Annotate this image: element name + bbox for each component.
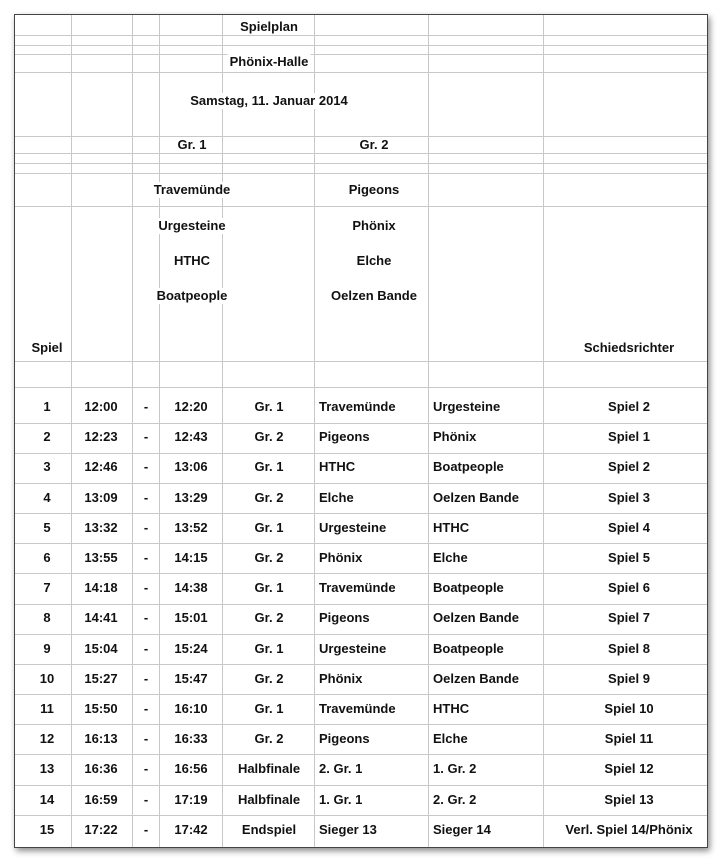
cell-team1: Elche [319, 490, 354, 505]
grid-hline [15, 664, 707, 665]
cell-end-time: 16:33 [174, 731, 208, 746]
cell-end-time: 16:10 [174, 701, 208, 716]
cell-start-time: 17:22 [84, 822, 118, 837]
grid-vline [71, 15, 72, 847]
cell-referee: Spiel 3 [608, 490, 650, 505]
cell-group: Gr. 2 [254, 490, 284, 505]
cell-referee: Spiel 1 [608, 429, 650, 444]
group2-team: Oelzen Bande [331, 288, 417, 303]
cell-dash: - [143, 490, 149, 505]
cell-referee: Verl. Spiel 14/Phönix [565, 822, 693, 837]
cell-team2: HTHC [433, 701, 470, 716]
cell-referee: Spiel 2 [608, 459, 650, 474]
cell-start-time: 15:27 [84, 671, 118, 686]
group1-team: Travemünde [153, 182, 231, 197]
cell-team2: Oelzen Bande [433, 671, 519, 686]
grid-hline [15, 173, 707, 174]
group1-team: HTHC [173, 253, 211, 268]
grid-hline [15, 724, 707, 725]
cell-group: Halbfinale [237, 761, 301, 776]
spreadsheet-sheet [14, 14, 708, 848]
cell-referee: Spiel 9 [608, 671, 650, 686]
cell-game: 7 [43, 580, 51, 595]
cell-dash: - [143, 580, 149, 595]
grid-vline [314, 15, 315, 847]
cell-game: 14 [39, 792, 55, 807]
grid-hline [15, 785, 707, 786]
cell-group: Gr. 1 [254, 459, 284, 474]
group2-team: Elche [356, 253, 392, 268]
cell-end-time: 13:52 [174, 520, 208, 535]
grid-hline [15, 35, 707, 36]
cell-dash: - [143, 671, 149, 686]
grid-hline [15, 604, 707, 605]
column-header-game: Spiel [31, 340, 63, 355]
cell-start-time: 15:50 [84, 701, 118, 716]
cell-dash: - [143, 792, 149, 807]
cell-start-time: 13:09 [84, 490, 118, 505]
cell-game: 2 [43, 429, 51, 444]
cell-start-time: 13:32 [84, 520, 118, 535]
cell-start-time: 12:23 [84, 429, 118, 444]
grid-vline [159, 15, 160, 847]
cell-team2: Boatpeople [433, 641, 504, 656]
cell-dash: - [143, 550, 149, 565]
cell-dash: - [143, 399, 149, 414]
grid-vline [132, 15, 133, 847]
group1-team: Urgesteine [158, 218, 226, 233]
cell-referee: Spiel 8 [608, 641, 650, 656]
grid-hline [15, 453, 707, 454]
group1-team: Boatpeople [156, 288, 228, 303]
cell-end-time: 15:47 [174, 671, 208, 686]
cell-group: Gr. 1 [254, 701, 284, 716]
cell-team1: 2. Gr. 1 [319, 761, 363, 776]
cell-dash: - [143, 731, 149, 746]
cell-team2: Boatpeople [433, 459, 504, 474]
cell-start-time: 16:59 [84, 792, 118, 807]
cell-game: 6 [43, 550, 51, 565]
cell-team2: Oelzen Bande [433, 610, 519, 625]
cell-team2: Sieger 14 [433, 822, 491, 837]
cell-group: Gr. 2 [254, 610, 284, 625]
page-title: Spielplan [240, 19, 298, 34]
grid-hline [15, 72, 707, 73]
grid-hline [15, 573, 707, 574]
grid-hline [15, 543, 707, 544]
grid-vline [222, 15, 223, 847]
grid-hline [15, 513, 707, 514]
cell-end-time: 17:42 [174, 822, 208, 837]
cell-referee: Spiel 12 [604, 761, 654, 776]
cell-referee: Spiel 4 [608, 520, 650, 535]
cell-team1: Pigeons [319, 610, 370, 625]
grid-hline [15, 153, 707, 154]
cell-team2: Boatpeople [433, 580, 504, 595]
date-label: Samstag, 11. Januar 2014 [190, 93, 348, 108]
cell-group: Gr. 2 [254, 550, 284, 565]
cell-referee: Spiel 7 [608, 610, 650, 625]
cell-game: 11 [40, 701, 54, 716]
cell-start-time: 13:55 [84, 550, 118, 565]
cell-game: 9 [43, 641, 51, 656]
cell-team1: 1. Gr. 1 [319, 792, 363, 807]
cell-team1: HTHC [319, 459, 356, 474]
venue-label: Phönix-Halle [229, 54, 309, 69]
cell-group: Gr. 1 [254, 399, 284, 414]
cell-game: 4 [43, 490, 51, 505]
cell-group: Halbfinale [237, 792, 301, 807]
cell-team1: Phönix [319, 550, 363, 565]
cell-team1: Travemünde [319, 580, 396, 595]
cell-group: Gr. 2 [254, 731, 284, 746]
column-header-referee: Schiedsrichter [583, 340, 675, 355]
cell-start-time: 14:18 [84, 580, 118, 595]
cell-team2: 2. Gr. 2 [433, 792, 477, 807]
grid-hline [15, 361, 707, 362]
cell-referee: Spiel 11 [604, 731, 654, 746]
cell-game: 1 [43, 399, 51, 414]
cell-game: 13 [39, 761, 55, 776]
cell-game: 12 [39, 731, 55, 746]
cell-team2: Elche [433, 550, 468, 565]
grid-hline [15, 483, 707, 484]
group2-team: Pigeons [348, 182, 400, 197]
cell-referee: Spiel 13 [604, 792, 654, 807]
cell-team1: Sieger 13 [319, 822, 377, 837]
cell-game: 15 [39, 822, 55, 837]
cell-group: Gr. 1 [254, 641, 284, 656]
cell-dash: - [143, 701, 149, 716]
grid-hline [15, 694, 707, 695]
group1-heading: Gr. 1 [177, 137, 207, 152]
cell-team2: Phönix [433, 429, 477, 444]
cell-game: 3 [43, 459, 51, 474]
cell-end-time: 17:19 [174, 792, 208, 807]
cell-team1: Phönix [319, 671, 363, 686]
grid-vline [543, 15, 544, 847]
cell-team1: Travemünde [319, 701, 396, 716]
cell-team1: Pigeons [319, 429, 370, 444]
cell-referee: Spiel 5 [608, 550, 650, 565]
grid-hline [15, 163, 707, 164]
cell-start-time: 12:00 [84, 399, 118, 414]
cell-end-time: 15:24 [174, 641, 208, 656]
cell-referee: Spiel 2 [608, 399, 650, 414]
cell-game: 10 [39, 671, 55, 686]
cell-end-time: 13:06 [174, 459, 208, 474]
cell-end-time: 16:56 [174, 761, 208, 776]
cell-team2: 1. Gr. 2 [433, 761, 477, 776]
cell-team2: HTHC [433, 520, 470, 535]
cell-start-time: 12:46 [84, 459, 118, 474]
cell-team1: Travemünde [319, 399, 396, 414]
cell-team1: Pigeons [319, 731, 370, 746]
grid-hline [15, 423, 707, 424]
cell-dash: - [143, 429, 149, 444]
cell-group: Endspiel [241, 822, 297, 837]
cell-end-time: 12:43 [174, 429, 208, 444]
cell-end-time: 12:20 [174, 399, 208, 414]
cell-team1: Urgesteine [319, 641, 387, 656]
cell-group: Gr. 2 [254, 671, 284, 686]
cell-dash: - [143, 610, 149, 625]
cell-team2: Elche [433, 731, 468, 746]
cell-start-time: 15:04 [84, 641, 118, 656]
grid-hline [15, 815, 707, 816]
grid-hline [15, 54, 707, 55]
group2-team: Phönix [352, 218, 396, 233]
grid-hline [15, 45, 707, 46]
cell-start-time: 16:13 [84, 731, 118, 746]
cell-referee: Spiel 6 [608, 580, 650, 595]
cell-end-time: 13:29 [174, 490, 208, 505]
cell-dash: - [143, 641, 149, 656]
cell-game: 8 [43, 610, 51, 625]
grid-hline [15, 754, 707, 755]
cell-dash: - [143, 459, 149, 474]
cell-dash: - [143, 822, 149, 837]
cell-referee: Spiel 10 [604, 701, 654, 716]
cell-team1: Urgesteine [319, 520, 387, 535]
cell-group: Gr. 1 [254, 580, 284, 595]
group2-heading: Gr. 2 [359, 137, 389, 152]
cell-dash: - [143, 761, 149, 776]
cell-group: Gr. 1 [254, 520, 284, 535]
cell-end-time: 14:38 [174, 580, 208, 595]
cell-start-time: 16:36 [84, 761, 118, 776]
cell-team2: Urgesteine [433, 399, 501, 414]
cell-dash: - [143, 520, 149, 535]
cell-end-time: 15:01 [174, 610, 208, 625]
cell-group: Gr. 2 [254, 429, 284, 444]
grid-vline [428, 15, 429, 847]
cell-start-time: 14:41 [84, 610, 118, 625]
cell-game: 5 [43, 520, 51, 535]
grid-hline [15, 634, 707, 635]
grid-hline [15, 387, 707, 388]
grid-hline [15, 206, 707, 207]
cell-team2: Oelzen Bande [433, 490, 519, 505]
cell-end-time: 14:15 [174, 550, 208, 565]
